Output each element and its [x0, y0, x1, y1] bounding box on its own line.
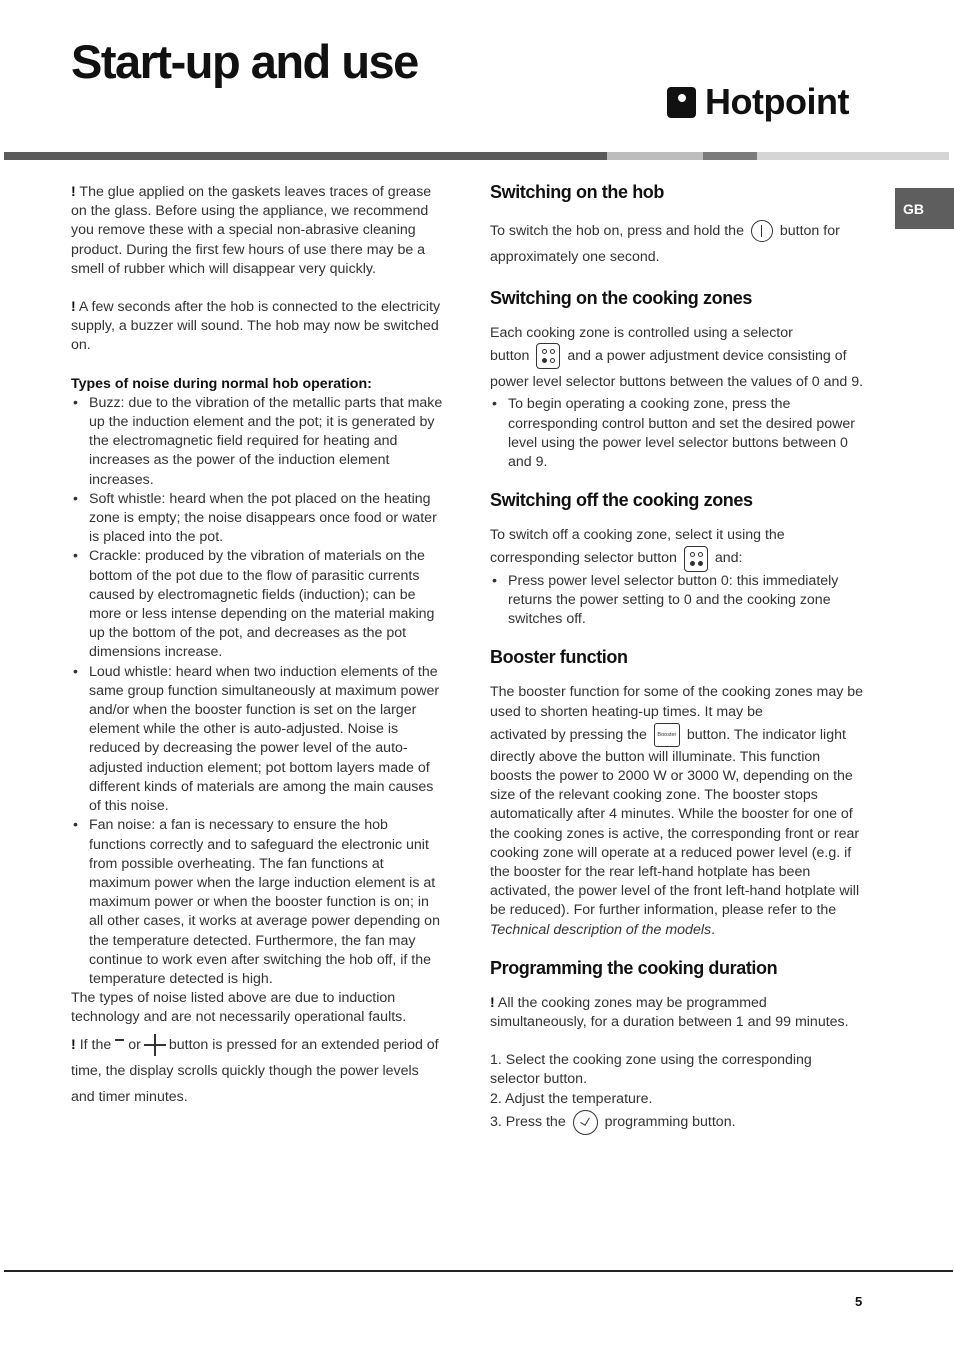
list-item: • Soft whistle: heard when the pot placed on the heating zone is empty; the noise disappears once food or water is placed into the pot.: [71, 490, 445, 548]
selector-button-icon: [536, 343, 560, 369]
noise-summary: The types of noise listed above are due to induction technology and are not necessarily operational faults.: [71, 990, 407, 1026]
note-buzzer: ! A few seconds after the hob is connected to the electricity supply, a buzzer will sound. The hob may now be switched on.: [71, 299, 441, 354]
brand-name: Hotpoint: [705, 81, 849, 122]
selector-button-icon: [684, 546, 708, 572]
noise-heading: Types of noise during normal hob operation:: [71, 375, 372, 392]
header-rule-segment: [4, 152, 607, 160]
warning-icon: !: [71, 299, 76, 316]
booster-intro: The booster function for some of the cooking zones may be used to shorten heating-up times. It may be: [490, 684, 864, 720]
list-item: • Loud whistle: heard when two induction elements of the same group function simultaneously at maximum power and/or when the booster function is set on the larger element while the other is auto-adjusted. Noise is reduced by decreasing the power level of the auto-adjusted induction element; pot bottom layers made of different kinds of materials are among the main causes of this noise.: [71, 663, 445, 817]
note-long-press: ! If the or button is pressed for an extended period of time, the display scrolls quickly though the power levels and timer minutes.: [71, 1032, 445, 1110]
noise-list: [71, 394, 445, 989]
list-item: • Press power level selector button 0: this immediately returns the power setting to 0 and the cooking zone switches off.: [490, 572, 864, 630]
warning-icon: !: [490, 994, 495, 1011]
zones-off-list: [490, 572, 864, 630]
warning-icon: !: [71, 1036, 76, 1053]
booster-reference: Technical description of the models: [490, 921, 712, 938]
programming-step-2: 2. Adjust the temperature.: [490, 1090, 653, 1107]
brand-mark-icon: [667, 87, 696, 118]
section-heading-zones-off: Switching off the cooking zones: [490, 490, 753, 511]
page-number: 5: [855, 1294, 863, 1309]
section-heading-zones-on: Switching on the cooking zones: [490, 288, 753, 308]
timer-button-icon: [573, 1110, 598, 1135]
zones-off-line: To switch off a cooking zone, select it using the: [490, 527, 785, 544]
list-item: • Buzz: due to the vibration of the metallic parts that make up the induction element and the pot; it is generated by the electromagnetic field required for heating and increases as the power of the induction element increases.: [71, 394, 445, 490]
programming-step-1: 1. Select the cooking zone using the corresponding selector button.: [490, 1052, 812, 1088]
list-item: • Fan noise: a fan is necessary to ensure the hob functions correctly and to safeguard the electronic unit from possible overheating. The fan functions at maximum power when the large induction element is at maximum power or when the booster function is on; in all other cases, it works at average power depending on the temperature detected. Furthermore, the fan may continue to work even after switching the hob off, if the temperature detected is high.: [71, 816, 445, 989]
minus-icon: [115, 1039, 124, 1041]
language-tab: GB: [895, 188, 954, 229]
page-title: Start-up and use: [71, 35, 418, 88]
section-heading-programming: Programming the cooking duration: [490, 957, 778, 978]
programming-note: ! All the cooking zones may be programmed simultaneously, for a duration between 1 and 99 minutes.: [490, 994, 849, 1030]
header-rule-segment: [607, 152, 703, 160]
header-rule-segment: [757, 152, 949, 160]
left-column: [71, 183, 445, 1110]
right-column: [490, 180, 864, 1135]
power-button-icon: [751, 220, 773, 242]
plus-icon: [144, 1034, 166, 1056]
footer-rule: [4, 1270, 953, 1272]
list-item: • To begin operating a cooking zone, press the corresponding control button and set the desired power level using the power level selector buttons between 0 and 9.: [490, 395, 864, 472]
header-rule-segment: [703, 152, 757, 160]
brand-logo: [667, 81, 849, 122]
section-heading-booster: Booster function: [490, 647, 628, 668]
programming-step-3: 3. Press the programming button.: [490, 1109, 864, 1135]
note-glue: ! The glue applied on the gaskets leaves traces of grease on the glass. Before using the appliance, we recommend you remove these with a special non-abrasive cleaning product. During the first few hours of use there may be a smell of rubber which will disappear very quickly.: [71, 184, 432, 277]
zones-off-text: corresponding selector button and:: [490, 545, 864, 571]
booster-text: activated by pressing the Booster button. The indicator light directly above the button will illuminate. This function boosts the power to 2000 W or 3000 W, depending on the size of the relevant cooking zone. The booster stops automatically after 4 minutes. While the booster for one of the cooking zones is active, the corresponding front or rear cooking zone will operate at a reduced power level (e.g. if the booster for the rear left-hand hotplate has been activated, the power level of the front left-hand hotplate will be reduced). For further information, please refer to the Technical description of the models.: [490, 722, 864, 940]
warning-icon: !: [71, 184, 76, 200]
switch-on-text: To switch the hob on, press and hold the button for approximately one second.: [490, 218, 864, 270]
booster-button-icon: Booster: [654, 723, 680, 747]
list-item: • Crackle: produced by the vibration of materials on the bottom of the pot due to the flow of parasitic currents caused by electromagnetic fields (induction); can be more or less intense depending on the material making up the bottom of the pot, and decreases as the pot dimensions increase.: [71, 547, 445, 662]
zones-on-line: Each cooking zone is controlled using a selector: [490, 325, 793, 341]
zones-on-list: [490, 395, 864, 472]
zones-on-text: button and a power adjustment device consisting of power level selector buttons between the values of 0 and 9.: [490, 343, 864, 395]
section-heading-switch-on: Switching on the hob: [490, 182, 664, 202]
